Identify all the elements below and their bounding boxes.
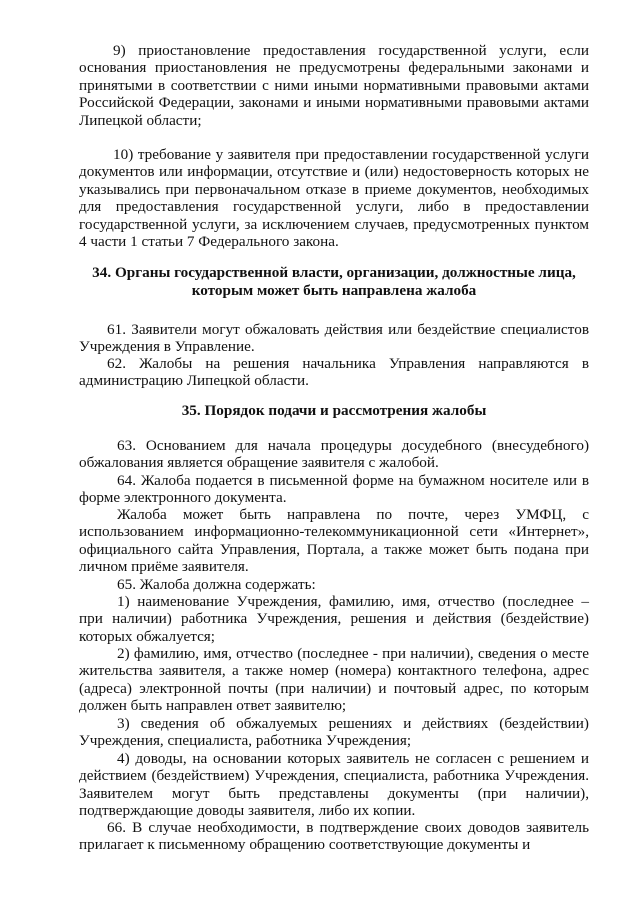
paragraph-62: 62. Жалобы на решения начальника Управления направляются в администрацию Липецкой области.: [79, 355, 589, 390]
paragraph-item-9: 9) приостановление предоставления государственной услуги, если основания приостановления не предусмотрены федеральными законами и принятыми в соответствии с ними иными нормативными правовыми актами Российской Федерации, законами и иными нормативными правовыми актами Липецкой области;: [79, 42, 589, 129]
paragraph-64: 64. Жалоба подается в письменной форме на бумажном носителе или в форме электронного документа.: [79, 472, 589, 507]
paragraph-65-item-1: 1) наименование Учреждения, фамилию, имя, отчество (последнее – при наличии) работника Учреждения, решения и действия (бездействие) которых обжалуется;: [79, 593, 589, 645]
paragraph-64-delivery: Жалоба может быть направлена по почте, через УМФЦ, с использованием информационно-телекоммуникационной сети «Интернет», официального сайта Управления, Портала, а также может быть подана при личном приёме заявителя.: [79, 506, 589, 576]
paragraph-item-10: 10) требование у заявителя при предоставлении государственной услуги документов или информации, отсутствие и (или) недостоверность которых не указывались при первоначальном отказе в приеме документов, необходимых для предоставления государственной услуги, либо в предоставлении государственной услуги, за исключением случаев, предусмотренных пунктом 4 части 1 статьи 7 Федерального закона.: [79, 146, 589, 251]
paragraph-65-item-3: 3) сведения об обжалуемых решениях и действиях (бездействии) Учреждения, специалиста, работника Учреждения;: [79, 715, 589, 750]
section-heading-34: 34. Органы государственной власти, организации, должностные лица, которым может быть направлена жалоба: [92, 264, 576, 299]
paragraph-65-item-2: 2) фамилию, имя, отчество (последнее - при наличии), сведения о месте жительства заявителя, а также номер (номера) контактного телефона, адрес (адреса) электронной почты (при наличии) и почтовый адрес, по которым должен быть направлен ответ заявителю;: [79, 645, 589, 715]
paragraph-66: 66. В случае необходимости, в подтверждение своих доводов заявитель прилагает к письменному обращению соответствующие документы и: [79, 819, 589, 854]
paragraph-65: 65. Жалоба должна содержать:: [117, 576, 316, 593]
paragraph-63: 63. Основанием для начала процедуры досудебного (внесудебного) обжалования является обращение заявителя с жалобой.: [79, 437, 589, 472]
section-heading-35: 35. Порядок подачи и рассмотрения жалобы: [181, 402, 487, 419]
paragraph-61: 61. Заявители могут обжаловать действия или бездействие специалистов Учреждения в Управление.: [79, 321, 589, 356]
paragraph-65-item-4: 4) доводы, на основании которых заявитель не согласен с решением и действием (бездействием) Учреждения, специалиста, работника Учреждения. Заявителем могут быть представлены документы (при наличии), подтверждающие доводы заявителя, либо их копии.: [79, 750, 589, 820]
